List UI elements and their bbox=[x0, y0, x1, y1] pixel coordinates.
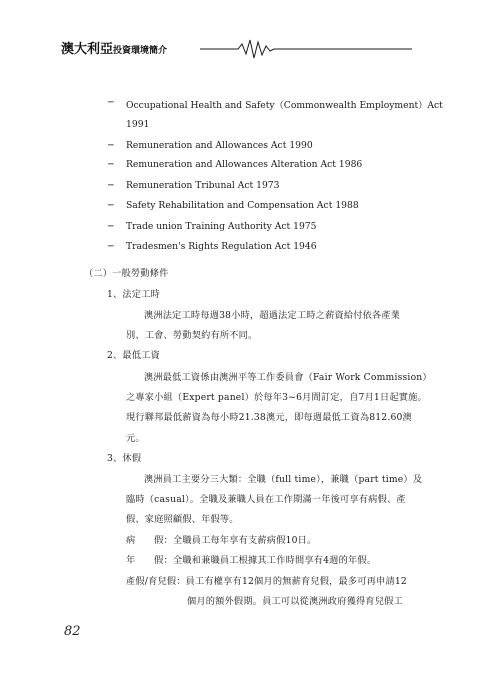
list-dash: ─ bbox=[108, 200, 114, 211]
leave-sick bbox=[126, 532, 316, 546]
law-text: Remuneration Tribunal Act 1973 bbox=[126, 180, 280, 191]
list-dash: ─ bbox=[108, 241, 114, 252]
paragraph-line: 假、家庭照顧假、年假等。 bbox=[126, 514, 239, 525]
section-heading: （二）一般勞動條件 bbox=[84, 268, 169, 279]
leave-text: 全職和兼職員工根據其工作時間享有4週的年假。 bbox=[172, 555, 377, 566]
paragraph-line: 澳洲最低工資係由澳洲平等工作委員會（Fair Work Commission） bbox=[144, 372, 432, 383]
subsection-heading: 2、最低工資 bbox=[107, 350, 160, 361]
leave-annual bbox=[126, 552, 376, 566]
law-text: Remuneration and Allowances Alteration Act 1986 bbox=[126, 159, 363, 170]
paragraph-line: 之專家小組（Expert panel）於每年3~6月間訂定，自7月1日起實施。 bbox=[126, 392, 427, 403]
paragraph-line: 澳洲法定工時每週38小時，超過法定工時之薪資給付依各產業 bbox=[144, 310, 401, 321]
heartbeat-line-decoration bbox=[0, 0, 480, 70]
leave-label: 年 假： bbox=[126, 555, 173, 566]
list-dash: ─ bbox=[108, 180, 114, 191]
law-text: Tradesmen's Rights Regulation Act 1946 bbox=[126, 241, 317, 252]
leave-text: 全職員工每年享有支薪病假10日。 bbox=[172, 535, 317, 546]
leave-label: 病 假： bbox=[126, 535, 173, 546]
list-dash: ─ bbox=[108, 97, 114, 108]
paragraph-line: 現行聯邦最低薪資為每小時21.38澳元，即每週最低工資為812.60澳 bbox=[126, 412, 412, 423]
law-text: Trade union Training Authority Act 1975 bbox=[126, 221, 317, 232]
law-text: Occupational Health and Safety（Commonwealth Employment）Act bbox=[126, 100, 443, 111]
list-dash: ─ bbox=[108, 159, 114, 170]
book-title bbox=[61, 38, 167, 57]
page-number: 82 bbox=[64, 624, 81, 639]
subsection-heading: 1、法定工時 bbox=[107, 289, 160, 300]
running-header bbox=[0, 0, 480, 70]
leave-parental bbox=[126, 573, 407, 587]
list-dash: ─ bbox=[108, 140, 114, 151]
subsection-heading: 3、休假 bbox=[107, 453, 142, 464]
paragraph-line: 元。 bbox=[126, 433, 145, 444]
leave-label: 產假/育兒假： bbox=[126, 576, 186, 587]
paragraph-line: 別、工會、勞動契約有所不同。 bbox=[126, 330, 258, 341]
paragraph-line: 臨時（casual）。全職及兼職人員在工作期滿一年後可享有病假、產 bbox=[126, 494, 406, 505]
book-title-sub: 投資環境簡介 bbox=[113, 46, 168, 56]
paragraph-line: 澳洲員工主要分三大類：全職（full time），兼職（part time）及 bbox=[144, 474, 423, 485]
book-title-main: 澳大利亞 bbox=[61, 42, 114, 57]
paragraph-line: 個月的額外假期。員工可以從澳洲政府獲得育兒假工 bbox=[187, 596, 403, 607]
law-text: Safety Rehabilitation and Compensation Act 1988 bbox=[126, 200, 359, 211]
list-dash: ─ bbox=[108, 221, 114, 232]
law-text: Remuneration and Allowances Act 1990 bbox=[126, 140, 313, 151]
law-item-continuation: 1991 bbox=[126, 119, 150, 130]
leave-text: 員工有權享有12個月的無薪育兒假，最多可再申請12 bbox=[185, 576, 407, 587]
